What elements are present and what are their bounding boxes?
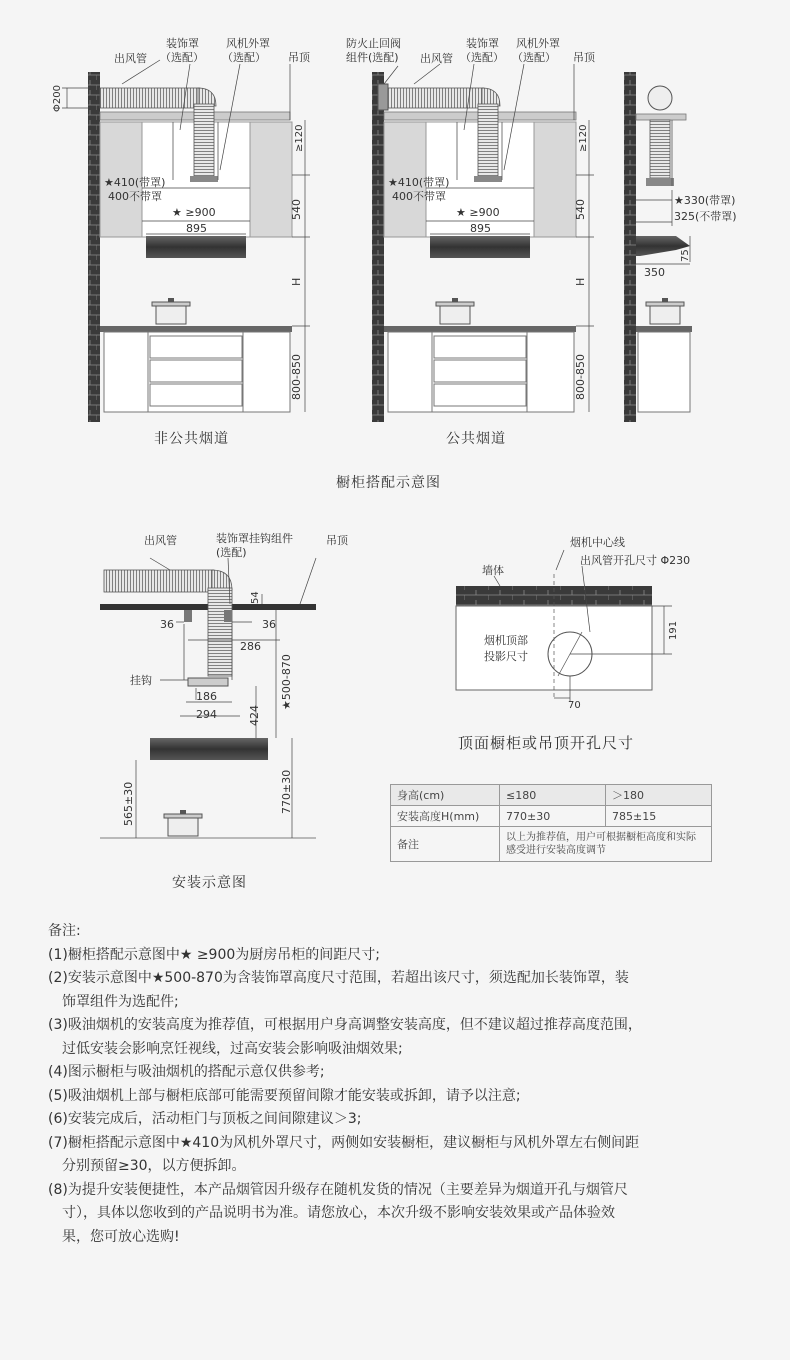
- public-flue-diagram: [346, 36, 596, 422]
- lower-cabinet: [638, 332, 690, 412]
- note-item: (1)橱柜搭配示意图中★ ≥900为厨房吊柜的间距尺寸;: [48, 946, 380, 963]
- dim-54: 54: [250, 591, 261, 604]
- dim-540: 540: [290, 199, 303, 220]
- table-cell: ≤180: [500, 785, 606, 806]
- side-view-diagram: [624, 72, 737, 422]
- label-ceiling: 吊顶: [326, 534, 348, 547]
- outlet-duct: [104, 570, 214, 592]
- dim-36-left: 36: [160, 618, 174, 631]
- wall: [624, 72, 636, 422]
- label-fire-valve: 防火止回阀: [346, 37, 401, 50]
- label-fan-cover: 风机外罩: [226, 37, 270, 50]
- dim-540: 540: [574, 199, 587, 220]
- pot-icon: [152, 298, 190, 324]
- install-diagram: [0, 520, 380, 880]
- dim-895: 895: [470, 222, 491, 235]
- upper-cabinet-right: [250, 122, 292, 237]
- hood-hook: [188, 678, 228, 686]
- dim-gte900: ★ ≥900: [172, 206, 216, 219]
- table-cell: 备注: [391, 827, 500, 862]
- upper-cabinet-right: [534, 122, 576, 237]
- dim-gte-120: ≥120: [578, 124, 589, 152]
- table-cell: 770±30: [500, 806, 606, 827]
- dim-895: 895: [186, 222, 207, 235]
- table-cell: 785±15: [606, 806, 712, 827]
- wall: [88, 72, 100, 422]
- table-cell: 安装高度H(mm): [391, 806, 500, 827]
- label-outlet-pipe: 出风管: [144, 534, 177, 547]
- label-outlet-pipe: 出风管: [114, 52, 147, 65]
- caption-public-flue: 公共烟道: [446, 431, 506, 447]
- label-hook-assembly: 装饰罩挂钩组件: [216, 532, 293, 545]
- note-item: 果，您可放心选购!: [62, 1228, 180, 1245]
- duct-section: [648, 86, 672, 110]
- label-fan-cover-opt: （选配）: [222, 51, 266, 64]
- label-centerline: 烟机中心线: [570, 536, 625, 549]
- caption-top-hole: 顶面橱柜或吊顶开孔尺寸: [458, 734, 635, 752]
- wall: [372, 72, 384, 422]
- dim-70: 70: [568, 700, 581, 710]
- note-item: (3)吸油烟机的安装高度为推荐值，可根据用户身高调整安装高度，但不建议超过推荐高度范围，: [48, 1017, 642, 1033]
- cabinet-diagram: [0, 0, 790, 500]
- range-hood: [150, 738, 268, 760]
- dim-424: 424: [248, 705, 261, 726]
- dim-500-870: ★500-870: [280, 654, 293, 710]
- note-item: (7)橱柜搭配示意图中★410为风机外罩尺寸，两侧如安装橱柜，建议橱柜与风机外罩左右侧间距: [48, 1134, 640, 1151]
- dim-gte-120: ≥120: [294, 124, 305, 152]
- dim-565: 565±30: [122, 781, 135, 826]
- dim-410: ★410(带罩): [388, 176, 450, 189]
- dim-350: 350: [644, 266, 665, 279]
- hook-left: [184, 610, 192, 622]
- caption-cabinet-diagram: 橱柜搭配示意图: [336, 475, 441, 491]
- label-ceiling: 吊顶: [288, 51, 310, 64]
- dim-400: 400不带罩: [108, 190, 162, 203]
- label-ceiling: 吊顶: [573, 51, 595, 64]
- pot-icon: [646, 298, 684, 324]
- dim-gte900: ★ ≥900: [456, 206, 500, 219]
- range-hood: [146, 236, 246, 258]
- note-item: (6)安装完成后，活动柜门与顶板之间间隙建议＞3;: [48, 1111, 362, 1127]
- non-public-flue-diagram: [52, 36, 311, 422]
- dim-75: 75: [680, 249, 691, 262]
- lower-cabinet: [104, 332, 290, 412]
- dim-H: H: [574, 277, 587, 286]
- table-row: [391, 827, 712, 862]
- label-decor-cover: 装饰罩: [466, 37, 499, 50]
- label-projection-1: 烟机顶部: [484, 634, 528, 647]
- top-hole-diagram: [440, 530, 740, 710]
- fire-valve: [378, 84, 388, 110]
- dim-330: ★330(带罩): [674, 194, 736, 207]
- note-item: (2)安装示意图中★500-870为含装饰罩高度尺寸范围，若超出该尺寸，须选配加长装饰罩，装: [48, 970, 629, 986]
- label-decor-cover: 装饰罩: [166, 37, 199, 50]
- note-item: (5)吸油烟机上部与橱柜底部可能需要预留间隙才能安装或拆卸，请予以注意;: [48, 1087, 521, 1104]
- label-hook: 挂钩: [130, 674, 152, 687]
- dim-286: 286: [240, 640, 261, 653]
- label-outlet-pipe: 出风管: [420, 52, 453, 65]
- note-item: 饰罩组件为选配件;: [62, 993, 179, 1010]
- caption-install-diagram: 安装示意图: [172, 875, 247, 891]
- hook-right: [224, 610, 232, 622]
- caption-non-public-flue: 非公共烟道: [154, 431, 229, 447]
- note-item: (4)图示橱柜与吸油烟机的搭配示意仅供参考;: [48, 1064, 325, 1080]
- table-row: [391, 806, 712, 827]
- table-row: [391, 785, 712, 806]
- label-fan-cover-opt: （选配）: [512, 51, 556, 64]
- note-item: (8)为提升安装便捷性，本产品烟管因升级存在随机发货的情况（主要差异为烟道开孔与烟管尺: [48, 1181, 628, 1198]
- label-fire-valve-2: 组件(选配): [346, 51, 399, 64]
- dim-36-right: 36: [262, 618, 276, 631]
- notes-section: [48, 920, 748, 1249]
- dim-325: 325(不带罩): [674, 210, 737, 223]
- label-wall: 墙体: [482, 564, 504, 577]
- note-item: 过低安装会影响烹饪视线，过高安装会影响吸油烟效果;: [62, 1040, 403, 1057]
- lower-cabinet: [388, 332, 574, 412]
- dim-400: 400不带罩: [392, 190, 446, 203]
- label-fan-cover: 风机外罩: [516, 37, 560, 50]
- table-cell: ＞180: [606, 785, 712, 806]
- dim-770: 770±30: [280, 769, 293, 814]
- dim-294: 294: [196, 708, 217, 721]
- dim-H: H: [290, 277, 303, 286]
- note-item: 分别预留≥30，以方便拆卸。: [62, 1158, 246, 1174]
- note-item: 寸），具体以您收到的产品说明书为准。请您放心，本次升级不影响安装效果或产品体验效: [62, 1205, 615, 1221]
- label-hook-opt: (选配): [216, 546, 247, 559]
- table-cell: 身高(cm): [391, 785, 500, 806]
- table-note: 以上为推荐值，用户可根据橱柜高度和实际感受进行安装高度调节: [500, 827, 712, 862]
- range-hood: [430, 236, 530, 258]
- label-decor-cover-opt: （选配）: [160, 51, 204, 64]
- pot-icon: [436, 298, 474, 324]
- dim-800-850: 800-850: [290, 354, 303, 400]
- dim-dia-200: Φ200: [52, 85, 63, 112]
- label-projection-2: 投影尺寸: [484, 650, 528, 663]
- notes-title: 备注:: [48, 923, 81, 939]
- label-decor-cover-opt: （选配）: [460, 51, 504, 64]
- dim-800-850: 800-850: [574, 354, 587, 400]
- dim-186: 186: [196, 690, 217, 703]
- dim-410: ★410(带罩): [104, 176, 166, 189]
- pot-icon: [164, 810, 202, 836]
- label-hole-size: 出风管开孔尺寸 Φ230: [580, 554, 691, 567]
- dim-191: 191: [668, 620, 679, 640]
- install-height-table: [390, 784, 712, 862]
